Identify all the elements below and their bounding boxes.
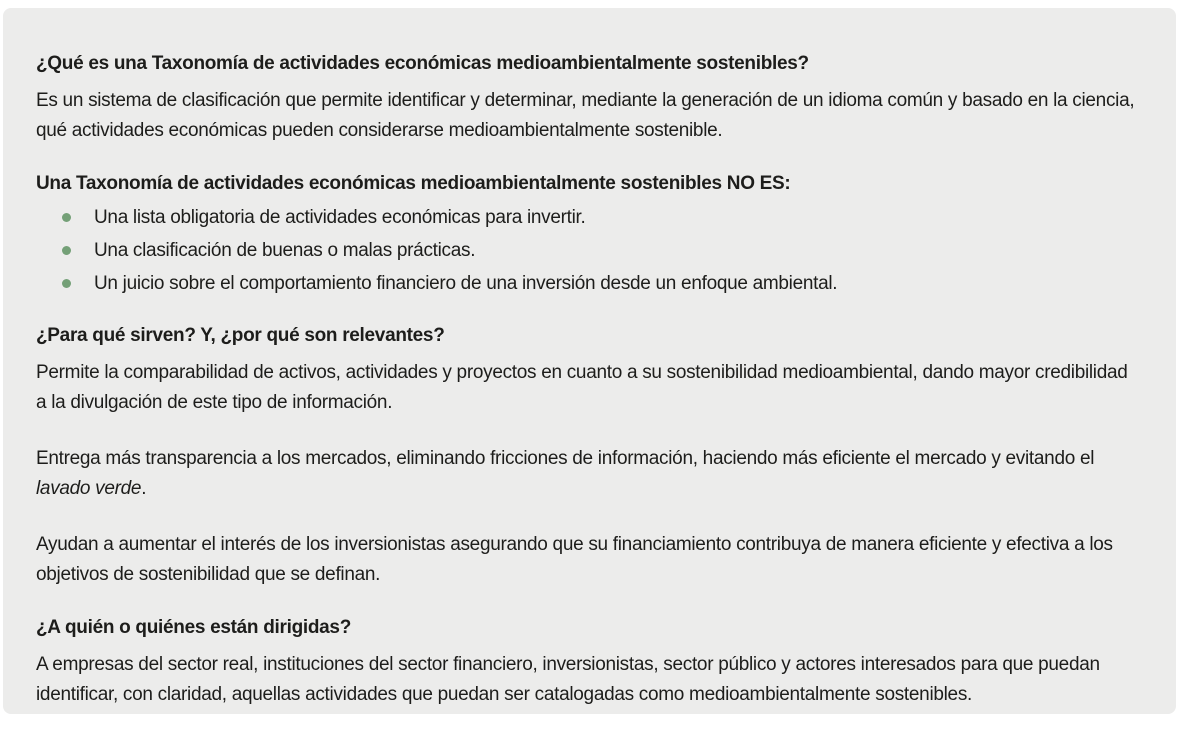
- bullet-icon: [62, 213, 71, 222]
- section-a-quien: [36, 616, 1140, 710]
- no-es-heading: Una Taxonomía de actividades económicas medioambientalmente sostenibles NO ES:: [36, 173, 791, 194]
- section-para-que-sirven: [36, 324, 1140, 590]
- bullet-icon: [62, 279, 71, 288]
- para-que-heading: ¿Para qué sirven? Y, ¿por qué son relevantes?: [36, 325, 445, 346]
- list-item: [36, 272, 1140, 296]
- info-card: [3, 8, 1176, 714]
- bullet-icon: [62, 246, 71, 255]
- list-item-text: Una clasificación de buenas o malas prácticas.: [94, 240, 476, 261]
- list-item-text: Una lista obligatoria de actividades económicas para invertir.: [94, 207, 586, 228]
- answer-paragraph: [36, 444, 1140, 504]
- answer-paragraph: Ayudan a aumentar el interés de los inversionistas asegurando que su financiamiento contribuya de manera eficiente y efectiva a los objetivos de sostenibilidad que se definan.: [36, 534, 1113, 585]
- bullet-list: [36, 206, 1140, 296]
- list-item-text: Un juicio sobre el comportamiento financiero de una inversión desde un enfoque ambiental.: [94, 273, 838, 294]
- section-no-es: [36, 172, 1140, 296]
- list-item: [36, 239, 1140, 263]
- section-que-es: [36, 52, 1140, 146]
- paragraph-text: .: [141, 478, 147, 499]
- answer-paragraph: Permite la comparabilidad de activos, actividades y proyectos en cuanto a su sostenibilidad medioambiental, dando mayor credibilidad a la divulgación de este tipo de información.: [36, 362, 1128, 413]
- answer-paragraph: A empresas del sector real, instituciones del sector financiero, inversionistas, sector público y actores interesados para que puedan identificar, con claridad, aquellas actividades que puedan ser catalogadas como medioambientalmente sostenibles.: [36, 654, 1100, 705]
- a-quien-heading: ¿A quién o quiénes están dirigidas?: [36, 617, 352, 638]
- list-item: [36, 206, 1140, 230]
- italic-phrase: lavado verde: [36, 478, 142, 499]
- question-heading: ¿Qué es una Taxonomía de actividades económicas medioambientalmente sostenibles?: [36, 53, 809, 74]
- answer-paragraph: Es un sistema de clasificación que permite identificar y determinar, mediante la generación de un idioma común y basado en la ciencia, qué actividades económicas pueden considerarse medioambientalmente sostenible.: [36, 90, 1135, 141]
- paragraph-text: Entrega más transparencia a los mercados, eliminando fricciones de información, haciendo más eficiente el mercado y evitando el: [36, 448, 1095, 469]
